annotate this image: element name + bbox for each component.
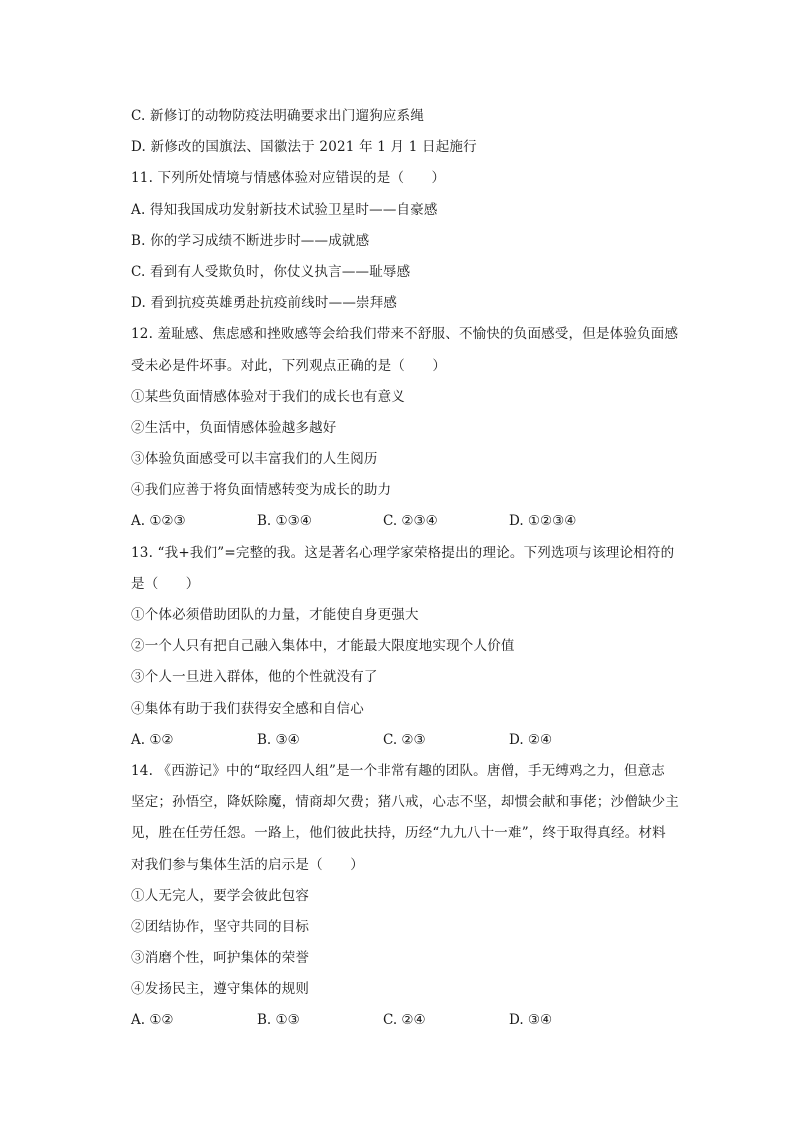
q13-stem-line1: 13. “我+我们”=完整的我。这是著名心理学家荣格提出的理论。下列选项与该理论相符的 — [131, 544, 675, 561]
q14-stem-line3: 见，胜在任劳任怨。一路上，他们彼此扶持，历经“九九八十一难”，终于取得真经。材料 — [131, 825, 666, 842]
q13-item-4: ④集体有助于我们获得安全感和自信心 — [131, 700, 364, 717]
q14-item-2: ②团结协作，坚守共同的目标 — [131, 918, 310, 935]
q11-option-c: C. 看到有人受欺负时，你仗义执言——耻辱感 — [131, 263, 411, 280]
q13-options — [131, 725, 701, 756]
q13-option-a: A. ①② — [131, 731, 174, 748]
q12-stem-line1: 12. 羞耻感、焦虑感和挫败感等会给我们带来不舒服、不愉快的负面感受，但是体验负面感 — [131, 326, 679, 343]
q14-stem-line1: 14. 《西游记》中的“取经四人组”是一个非常有趣的团队。唐僧，手无缚鸡之力，但意志 — [131, 762, 665, 779]
q13-option-c: C. ②③ — [383, 731, 426, 748]
q13-stem-line2: 是（ ） — [131, 575, 200, 592]
q14-item-4: ④发扬民主，遵守集体的规则 — [131, 981, 310, 998]
q14-stem-line4: 对我们参与集体生活的启示是（ ） — [131, 856, 364, 873]
q11-stem: 11. 下列所处情境与情感体验对应错误的是（ ） — [131, 170, 446, 187]
q12-option-d: D. ①②③④ — [509, 513, 577, 530]
q11-option-b: B. 你的学习成绩不断进步时——成就感 — [131, 232, 370, 249]
q14-option-c: C. ②④ — [383, 1012, 426, 1029]
q14-option-a: A. ①② — [131, 1012, 174, 1029]
q12-option-c: C. ②③④ — [383, 513, 438, 530]
q14-option-d: D. ③④ — [509, 1012, 553, 1029]
q11-option-d: D. 看到抗疫英雄勇赴抗疫前线时——崇拜感 — [131, 295, 398, 312]
q12-stem-line2: 受未必是件坏事。对此，下列观点正确的是（ ） — [131, 357, 447, 374]
q13-option-d: D. ②④ — [509, 731, 553, 748]
page-content — [131, 101, 701, 1037]
q11-option-a: A. 得知我国成功发射新技术试验卫星时——自豪感 — [131, 201, 438, 218]
q13-item-1: ①个体必须借助团队的力量，才能使自身更强大 — [131, 607, 419, 623]
q12-options — [131, 506, 701, 537]
q12-item-3: ③体验负面感受可以丰富我们的人生阅历 — [131, 451, 378, 468]
q12-option-a: A. ①②③ — [131, 513, 186, 530]
prev-option-d: D. 新修改的国旗法、国徽法于 2021 年 1 月 1 日起施行 — [131, 139, 477, 156]
q12-item-1: ①某些负面情感体验对于我们的成长也有意义 — [131, 388, 405, 405]
prev-option-c: C. 新修订的动物防疫法明确要求出门遛狗应系绳 — [131, 108, 425, 124]
q14-item-3: ③消磨个性，呵护集体的荣誉 — [131, 950, 310, 967]
q13-option-b: B. ③④ — [257, 731, 300, 748]
q14-option-b: B. ①③ — [257, 1012, 300, 1029]
q12-option-b: B. ①③④ — [257, 513, 312, 530]
q14-options — [131, 1005, 701, 1036]
q12-item-2: ②生活中，负面情感体验越多越好 — [131, 419, 337, 436]
q13-item-2: ②一个人只有把自己融入集体中，才能最大限度地实现个人价值 — [131, 638, 515, 655]
q13-item-3: ③个人一旦进入群体，他的个性就没有了 — [131, 669, 378, 686]
q12-item-4: ④我们应善于将负面情感转变为成长的助力 — [131, 482, 392, 499]
q14-item-1: ①人无完人，要学会彼此包容 — [131, 887, 310, 904]
q14-stem-line2: 坚定；孙悟空，降妖除魔，情商却欠费；猪八戒，心志不坚，却惯会献和事佬；沙僧缺少主 — [131, 794, 679, 811]
